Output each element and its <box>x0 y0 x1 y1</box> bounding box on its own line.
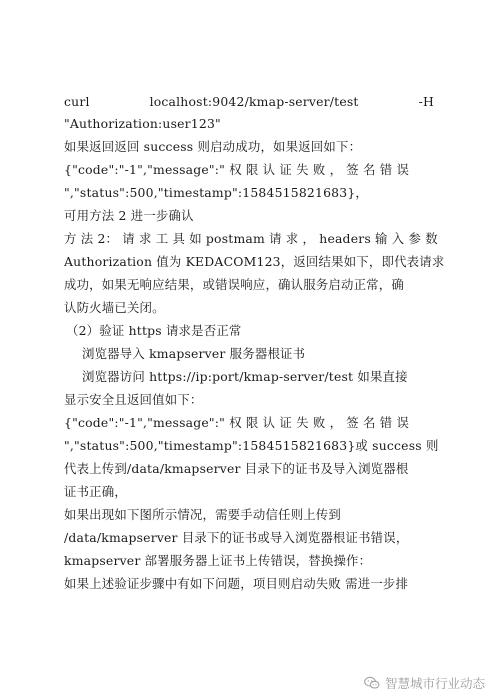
text-line: 如果上述验证步骤中有如下问题，项目则启动失败 需进一步排 <box>64 576 409 591</box>
text-line: kmapserver 部署服务器上证书上传错误，替换操作： <box>64 553 372 568</box>
text-line: 成功，如果无响应结果，或错误响应，确认服务启动正常，确 <box>64 277 404 292</box>
cmd-part-curl: curl <box>64 94 90 109</box>
text-line: "Authorization:user123" <box>64 116 221 131</box>
section-heading: （2）验证 https 请求是否正常 <box>66 323 242 338</box>
text-line: 认防火墙已关闭。 <box>64 300 165 315</box>
text-line: 证书正确， <box>64 484 127 499</box>
text-line: Authorization 值为 KEDACOM123，返回结果如下，即代表请求 <box>64 254 445 269</box>
text-line: 浏览器访问 https://ip:port/kmap-server/test 如果直接 <box>82 369 408 384</box>
text-line: 代表上传到/data/kmapserver 目录下的证书及导入浏览器根 <box>64 461 409 476</box>
json-line: {"code":"-1","message":" 权 限 认 证 失 败 ， 签 名 错 误 <box>64 415 410 430</box>
wechat-icon <box>364 676 380 690</box>
cmd-part-url: localhost:9042/kmap-server/test <box>149 94 359 109</box>
text-line: 如果出现如下图所示情况，需要手动信任则上传到 <box>64 507 341 522</box>
json-line: {"code":"-1","message":" 权 限 认 证 失 败 ， 签 名 错 误 <box>64 162 410 177</box>
text-line: 方 法 2： 请 求 工 具 如 postmam 请 求 ， headers 输 入 参 数 <box>64 231 438 246</box>
text-line: 可用方法 2 进一步确认 <box>64 208 194 223</box>
curl-command-line <box>64 94 434 110</box>
text-line: 如果返回返回 success 则启动成功，如果返回如下： <box>64 139 362 154</box>
json-line: ","status":500,"timestamp":1584515821683}， <box>64 185 369 200</box>
text-line: 显示安全且返回值如下： <box>64 392 203 407</box>
json-line: ","status":500,"timestamp":1584515821683}或 success 则 <box>64 438 439 453</box>
text-line: 浏览器导入 kmapserver 服务器根证书 <box>82 346 306 361</box>
watermark-text: 智慧城市行业动态 <box>384 676 485 691</box>
text-line: /data/kmapserver 目录下的证书或导入浏览器根证书错误， <box>64 530 409 545</box>
cmd-part-flag: -H <box>418 94 434 109</box>
watermark <box>364 674 485 692</box>
